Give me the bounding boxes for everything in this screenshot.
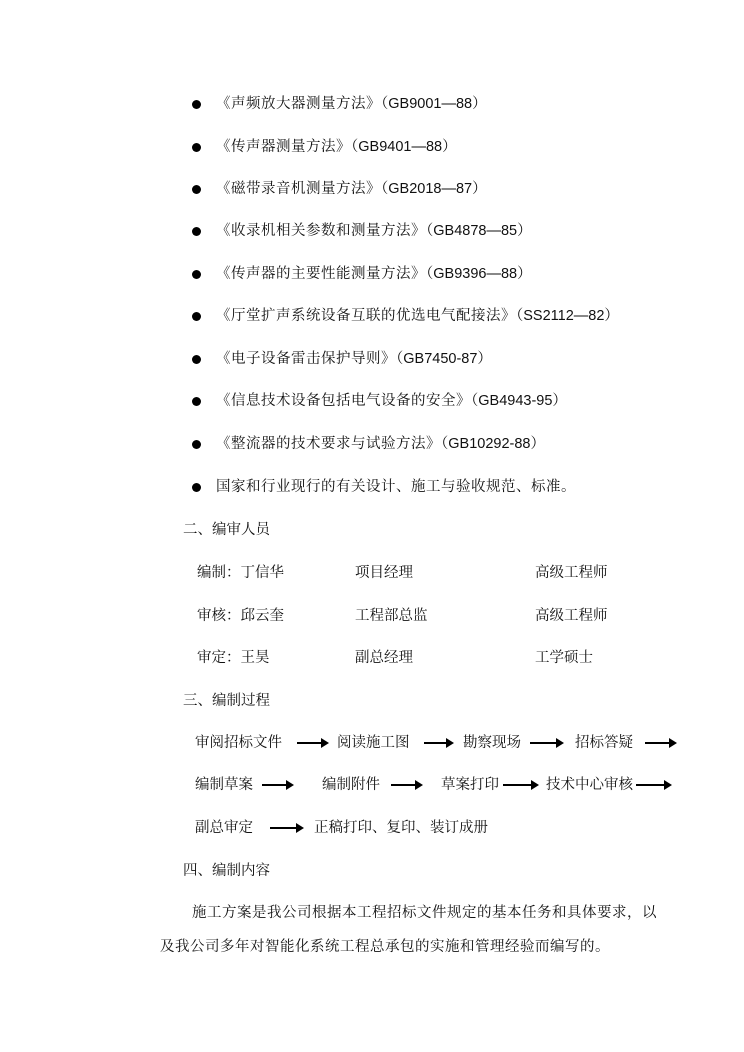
- process-step: 草案打印: [441, 777, 499, 793]
- bullet-icon: [192, 440, 201, 449]
- standard-title: 《厅堂扩声系统设备互联的优选电气配接法》: [216, 308, 516, 324]
- standard-title: 《声频放大器测量方法》: [216, 96, 381, 112]
- bullet-icon: [192, 185, 201, 194]
- arrow-right-icon: [636, 784, 670, 786]
- person-title: 高级工程师: [535, 565, 608, 581]
- person-role: 审核：邱云奎: [197, 608, 284, 624]
- process-step: 招标答疑: [575, 735, 633, 751]
- section-heading-reviewers: 二、编审人员: [183, 522, 270, 538]
- person-position: 项目经理: [355, 565, 413, 581]
- process-step: 副总审定: [195, 820, 253, 836]
- standard-code: （GB9396—88）: [426, 266, 532, 282]
- standard-code: （GB9401—88）: [351, 139, 457, 155]
- standard-title: 《电子设备雷击保护导则》: [216, 351, 396, 367]
- person-role: 审定：王昊: [197, 650, 270, 666]
- bullet-icon: [192, 227, 201, 236]
- standard-code: （GB7450-87）: [396, 351, 492, 367]
- person-position: 工程部总监: [355, 608, 428, 624]
- standard-title: 《整流器的技术要求与试验方法》: [216, 436, 441, 452]
- standard-code: （GB4878—85）: [426, 223, 532, 239]
- standard-code: （GB9001—88）: [381, 96, 487, 112]
- paragraph-line: 施工方案是我公司根据本工程招标文件规定的基本任务和具体要求，以: [192, 905, 657, 921]
- person-role: 编制：丁信华: [197, 565, 284, 581]
- section-heading-content: 四、编制内容: [183, 863, 270, 879]
- standard-title: 《磁带录音机测量方法》: [216, 181, 381, 197]
- standard-code: （GB2018—87）: [381, 181, 487, 197]
- section-heading-process: 三、编制过程: [183, 693, 270, 709]
- bullet-icon: [192, 483, 201, 492]
- bullet-icon: [192, 143, 201, 152]
- standard-code: （SS2112—82）: [516, 308, 619, 324]
- arrow-right-icon: [424, 742, 452, 744]
- paragraph-line: 及我公司多年对智能化系统工程总承包的实施和管理经验而编写的。: [160, 939, 610, 955]
- standard-title: 《收录机相关参数和测量方法》: [216, 223, 426, 239]
- bullet-icon: [192, 100, 201, 109]
- standard-code: （GB4943-95）: [471, 393, 567, 409]
- arrow-right-icon: [503, 784, 537, 786]
- bullet-icon: [192, 312, 201, 321]
- person-position: 副总经理: [355, 650, 413, 666]
- process-step: 编制草案: [195, 777, 253, 793]
- standard-title: 国家和行业现行的有关设计、施工与验收规范、标准。: [216, 479, 576, 495]
- bullet-icon: [192, 397, 201, 406]
- arrow-right-icon: [262, 784, 292, 786]
- person-title: 工学硕士: [535, 650, 593, 666]
- standard-title: 《信息技术设备包括电气设备的安全》: [216, 393, 471, 409]
- standard-code: （GB10292-88）: [441, 436, 545, 452]
- person-title: 高级工程师: [535, 608, 608, 624]
- arrow-right-icon: [645, 742, 675, 744]
- bullet-icon: [192, 270, 201, 279]
- standard-title: 《传声器测量方法》: [216, 139, 351, 155]
- arrow-right-icon: [530, 742, 562, 744]
- process-step: 审阅招标文件: [195, 735, 282, 751]
- arrow-right-icon: [391, 784, 421, 786]
- standard-title: 《传声器的主要性能测量方法》: [216, 266, 426, 282]
- process-step: 勘察现场: [463, 735, 521, 751]
- process-step: 编制附件: [322, 777, 380, 793]
- process-step: 技术中心审核: [546, 777, 633, 793]
- process-step: 正稿打印、复印、装订成册: [314, 820, 488, 836]
- process-step: 阅读施工图: [337, 735, 410, 751]
- bullet-icon: [192, 355, 201, 364]
- arrow-right-icon: [297, 742, 327, 744]
- arrow-right-icon: [270, 827, 302, 829]
